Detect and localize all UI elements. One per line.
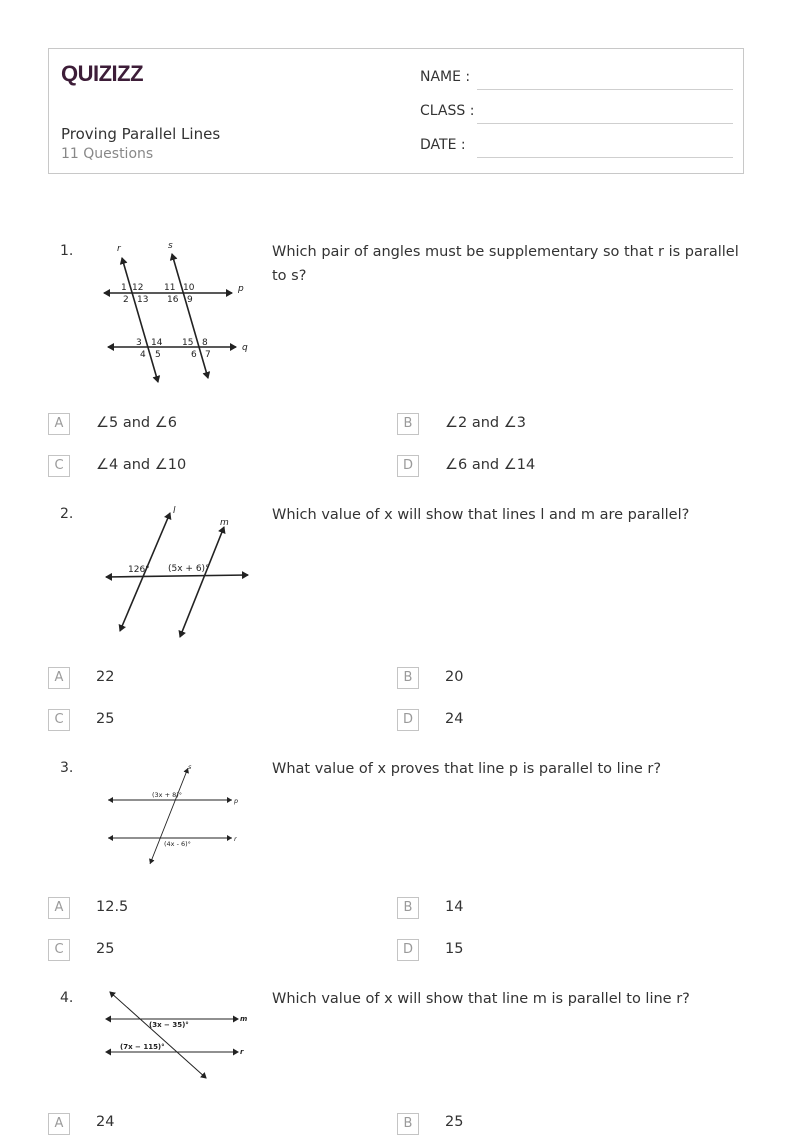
question-2-figure xyxy=(100,503,260,643)
svg-text:(4x - 6)°: (4x - 6)° xyxy=(164,840,191,848)
svg-text:QUIZIZZ: QUIZIZZ xyxy=(61,61,144,86)
svg-text:13: 13 xyxy=(137,295,149,305)
svg-text:6: 6 xyxy=(191,350,197,360)
q2-option-d-box[interactable]: D xyxy=(397,709,419,731)
name-field[interactable] xyxy=(477,89,733,90)
name-label: NAME : xyxy=(420,69,471,85)
svg-text:8: 8 xyxy=(202,338,208,348)
svg-text:m: m xyxy=(220,518,229,528)
q3-option-a-text: 12.5 xyxy=(96,899,129,915)
question-2-text: Which value of x will show that lines l and m are parallel? xyxy=(272,507,690,523)
date-label: DATE : xyxy=(420,137,466,153)
svg-text:10: 10 xyxy=(183,283,195,293)
question-1-number: 1. xyxy=(60,243,74,259)
q3-option-a-box[interactable]: A xyxy=(48,897,70,919)
question-4-figure xyxy=(100,988,252,1082)
svg-text:9: 9 xyxy=(187,295,193,305)
class-field[interactable] xyxy=(477,123,733,124)
q4-option-b-box[interactable]: B xyxy=(397,1113,419,1135)
worksheet-header xyxy=(48,48,744,174)
svg-text:14: 14 xyxy=(151,338,163,348)
svg-text:3: 3 xyxy=(136,338,142,348)
q1-option-b-box[interactable]: B xyxy=(397,413,419,435)
svg-text:16: 16 xyxy=(167,295,179,305)
question-3-text: What value of x proves that line p is parallel to line r? xyxy=(272,761,662,777)
svg-text:4: 4 xyxy=(140,350,146,360)
question-2-number: 2. xyxy=(60,506,74,522)
svg-text:11: 11 xyxy=(164,283,176,293)
q1-option-b-text: ∠2 and ∠3 xyxy=(445,415,526,431)
svg-text:r: r xyxy=(234,835,237,843)
svg-text:(5x + 6)°: (5x + 6)° xyxy=(168,564,210,574)
q1-option-d-text: ∠6 and ∠14 xyxy=(445,457,536,473)
svg-text:l: l xyxy=(173,506,176,516)
q1-option-c-box[interactable]: C xyxy=(48,455,70,477)
question-count: 11 Questions xyxy=(61,146,154,162)
svg-text:r: r xyxy=(240,1048,244,1056)
q2-option-b-box[interactable]: B xyxy=(397,667,419,689)
q2-option-c-box[interactable]: C xyxy=(48,709,70,731)
q3-option-d-box[interactable]: D xyxy=(397,939,419,961)
q2-option-a-box[interactable]: A xyxy=(48,667,70,689)
svg-text:(3x − 35)°: (3x − 35)° xyxy=(149,1021,189,1029)
question-1-text: Which pair of angles must be supplementary so that r is parallel to s? xyxy=(272,244,739,284)
question-3-number: 3. xyxy=(60,760,74,776)
svg-text:s: s xyxy=(168,241,173,251)
svg-text:7: 7 xyxy=(205,350,211,360)
question-3-figure xyxy=(104,760,244,870)
svg-text:5: 5 xyxy=(155,350,161,360)
question-4-text: Which value of x will show that line m is parallel to line r? xyxy=(272,991,690,1007)
quizizz-logo xyxy=(61,59,151,87)
q1-option-a-box[interactable]: A xyxy=(48,413,70,435)
svg-text:(7x − 115)°: (7x − 115)° xyxy=(120,1043,165,1051)
q1-option-d-box[interactable]: D xyxy=(397,455,419,477)
svg-text:p: p xyxy=(238,284,244,294)
q1-option-a-text: ∠5 and ∠6 xyxy=(96,415,177,431)
class-label: CLASS : xyxy=(420,103,475,119)
q3-option-d-text: 15 xyxy=(445,941,464,957)
svg-text:p: p xyxy=(234,797,239,805)
date-field[interactable] xyxy=(477,157,733,158)
svg-text:q: q xyxy=(242,343,248,353)
q3-option-b-box[interactable]: B xyxy=(397,897,419,919)
svg-text:m: m xyxy=(240,1015,248,1023)
worksheet-title: Proving Parallel Lines xyxy=(61,125,221,143)
q3-option-c-text: 25 xyxy=(96,941,115,957)
svg-text:s: s xyxy=(188,763,192,771)
q2-option-a-text: 22 xyxy=(96,669,115,685)
q4-option-a-text: 24 xyxy=(96,1114,115,1130)
q3-option-c-box[interactable]: C xyxy=(48,939,70,961)
q2-option-c-text: 25 xyxy=(96,711,115,727)
q4-option-b-text: 25 xyxy=(445,1114,464,1130)
question-1-figure xyxy=(98,240,258,390)
svg-text:1: 1 xyxy=(121,283,127,293)
svg-text:15: 15 xyxy=(182,338,194,348)
svg-text:r: r xyxy=(117,244,121,254)
svg-text:12: 12 xyxy=(132,283,144,293)
q2-option-b-text: 20 xyxy=(445,669,464,685)
svg-text:(3x + 8)°: (3x + 8)° xyxy=(152,791,183,799)
q3-option-b-text: 14 xyxy=(445,899,464,915)
q1-option-c-text: ∠4 and ∠10 xyxy=(96,457,187,473)
svg-text:126°: 126° xyxy=(128,565,150,575)
question-4-number: 4. xyxy=(60,990,74,1006)
q4-option-a-box[interactable]: A xyxy=(48,1113,70,1135)
svg-text:2: 2 xyxy=(123,295,129,305)
q2-option-d-text: 24 xyxy=(445,711,464,727)
